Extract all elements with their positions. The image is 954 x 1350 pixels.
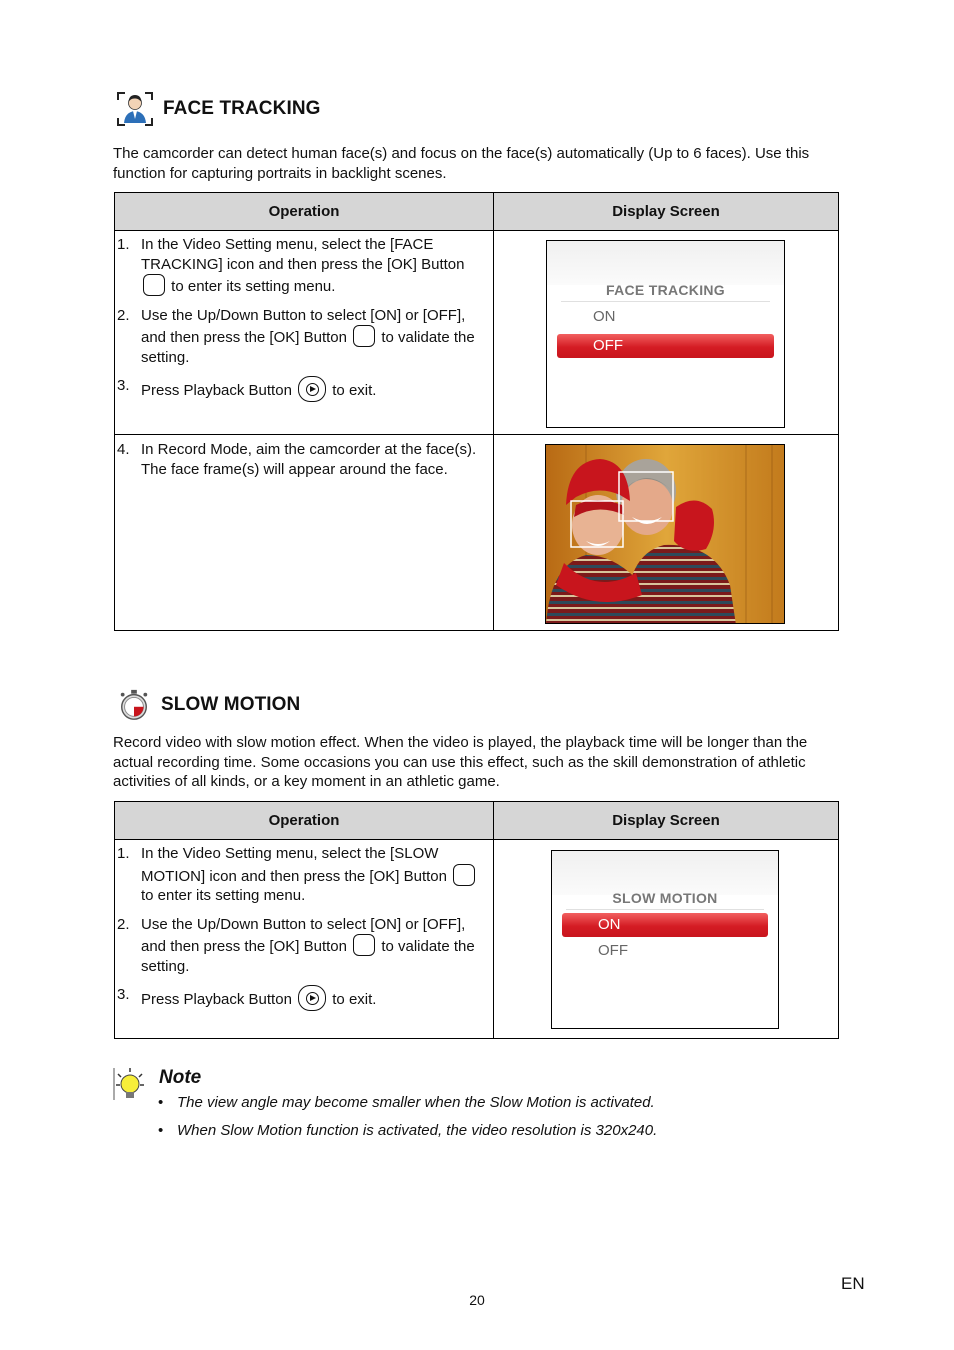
menu-option-off[interactable]: OFF <box>557 334 774 358</box>
operation-cell <box>115 231 494 435</box>
display-screen-header: Display Screen <box>494 802 839 840</box>
ok-button-icon <box>453 864 475 886</box>
display-screen-header: Display Screen <box>494 193 839 231</box>
menu-option-on[interactable]: ON <box>593 308 616 325</box>
menu-option-on[interactable]: ON <box>562 913 768 937</box>
operation-cell <box>115 840 494 1039</box>
menu-option-off[interactable]: OFF <box>598 942 628 959</box>
slow-motion-title: SLOW MOTION <box>161 694 301 715</box>
face-tracking-photo <box>545 444 785 624</box>
operation-header: Operation <box>115 802 494 840</box>
steps-list <box>117 235 487 402</box>
ok-button-icon <box>353 325 375 347</box>
slow-motion-heading <box>117 688 300 722</box>
note-title: Note <box>159 1067 202 1088</box>
operation-header: Operation <box>115 193 494 231</box>
face-tracking-title: FACE TRACKING <box>163 98 321 119</box>
note-item: • When Slow Motion function is activated, the video resolution is 320x240. <box>158 1122 658 1139</box>
step-item: 1. In the Video Setting menu, select the [FACE TRACKING] icon and then press the [OK] Button to enter its setting menu. <box>117 236 465 295</box>
step-item: 3. Press Playback Button to exit. <box>117 376 487 402</box>
menu-title: SLOW MOTION <box>612 890 718 906</box>
face-tracking-icon <box>117 92 153 126</box>
slow-motion-menu-screen <box>551 850 779 1029</box>
menu-title: FACE TRACKING <box>605 282 725 298</box>
note-list <box>158 1093 657 1140</box>
face-tracking-description: The camcorder can detect human face(s) and focus on the face(s) automatically (Up to 6 faces). Use this function for capturing portraits in backlight scenes. <box>113 145 810 182</box>
step-item: 4. In Record Mode, aim the camcorder at the face(s). The face frame(s) will appear around the face. <box>117 441 477 478</box>
couple-photo-image <box>546 445 785 624</box>
playback-button-icon <box>298 985 326 1011</box>
note-item: • The view angle may become smaller when the Slow Motion is activated. <box>158 1094 655 1111</box>
note-lightbulb-icon <box>112 1066 148 1102</box>
page-number: 20 <box>469 1292 485 1308</box>
step-item: 3. Press Playback Button to exit. <box>117 985 487 1011</box>
steps-list <box>117 844 487 1011</box>
step-item: 1. In the Video Setting menu, select the [SLOW MOTION] icon and then press the [OK] Button to enter its setting menu. <box>117 844 487 906</box>
face-tracking-heading <box>117 92 321 126</box>
ok-button-icon <box>143 274 165 296</box>
operation-cell <box>115 435 494 631</box>
ok-button-icon <box>353 934 375 956</box>
step-item: 2. Use the Up/Down Button to select [ON] or [OFF], and then press the [OK] Button to validate the setting. <box>117 306 475 366</box>
language-label: EN <box>841 1274 865 1293</box>
slow-motion-icon <box>117 688 151 722</box>
face-tracking-menu-screen <box>546 240 785 428</box>
slow-motion-description: Record video with slow motion effect. When the video is played, the playback time will be longer than the actual recording time. Some occasions you can use this effect, such as the skill demonstration of athletic activities of all kinds, or a key moment in an athletic game. <box>113 734 808 790</box>
playback-button-icon <box>298 376 326 402</box>
step-item: 2. Use the Up/Down Button to select [ON] or [OFF], and then press the [OK] Button to validate the setting. <box>117 915 475 975</box>
